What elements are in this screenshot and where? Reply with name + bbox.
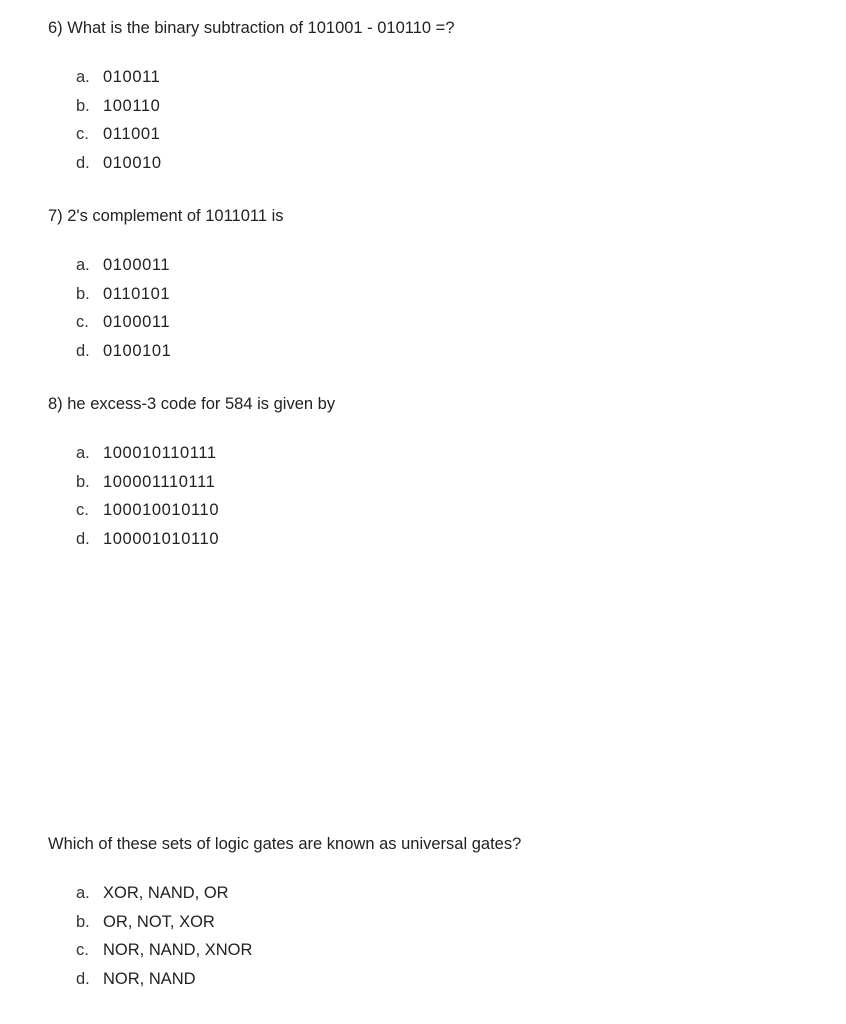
options-list xyxy=(76,251,171,366)
option-letter: a. xyxy=(76,256,90,274)
option-d[interactable] xyxy=(76,965,252,994)
options-list xyxy=(76,439,219,554)
option-b[interactable] xyxy=(76,92,162,121)
question-7 xyxy=(48,206,828,361)
question-6 xyxy=(48,18,828,173)
option-letter: b. xyxy=(76,96,90,115)
option-text: 011001 xyxy=(103,125,161,144)
option-letter: d. xyxy=(76,342,90,361)
option-text: 100010010110 xyxy=(103,501,220,520)
option-d[interactable] xyxy=(76,525,219,554)
option-d[interactable] xyxy=(76,337,171,366)
option-text: 010011 xyxy=(103,68,161,86)
option-text: NOR, NAND xyxy=(103,970,196,989)
option-c[interactable] xyxy=(76,496,219,525)
option-text: 100010110111 xyxy=(103,444,217,462)
option-b[interactable] xyxy=(76,908,252,937)
option-a[interactable] xyxy=(76,251,171,280)
option-text: XOR, NAND, OR xyxy=(103,884,229,902)
option-letter: c. xyxy=(76,501,89,520)
option-text: OR, NOT, XOR xyxy=(103,912,215,931)
option-b[interactable] xyxy=(76,468,219,497)
option-a[interactable] xyxy=(76,439,219,468)
option-c[interactable] xyxy=(76,936,252,965)
option-letter: d. xyxy=(76,530,90,549)
question-text: 7) 2's complement of 1011011 is xyxy=(48,207,284,225)
option-text: NOR, NAND, XNOR xyxy=(103,941,253,960)
option-text: 100110 xyxy=(103,96,161,115)
option-d[interactable] xyxy=(76,149,162,178)
option-c[interactable] xyxy=(76,120,162,149)
option-b[interactable] xyxy=(76,280,171,309)
option-a[interactable] xyxy=(76,879,252,908)
options-list xyxy=(76,63,162,178)
option-letter: a. xyxy=(76,68,90,86)
option-text: 100001110111 xyxy=(103,472,216,491)
option-a[interactable] xyxy=(76,63,162,92)
option-letter: d. xyxy=(76,154,90,173)
question-text: 6) What is the binary subtraction of 101001 - 010110 =? xyxy=(48,19,455,37)
option-letter: c. xyxy=(76,941,89,960)
option-letter: a. xyxy=(76,884,90,902)
question-8 xyxy=(48,394,828,549)
option-letter: b. xyxy=(76,472,90,491)
option-text: 0110101 xyxy=(103,284,171,303)
option-letter: c. xyxy=(76,313,89,332)
option-text: 010010 xyxy=(103,154,162,173)
option-text: 100001010110 xyxy=(103,530,220,549)
option-c[interactable] xyxy=(76,308,171,337)
option-letter: d. xyxy=(76,970,90,989)
options-list xyxy=(76,879,252,994)
option-text: 0100011 xyxy=(103,313,171,332)
question-universal-gates xyxy=(48,834,828,989)
option-text: 0100011 xyxy=(103,256,171,274)
option-letter: c. xyxy=(76,125,89,144)
option-letter: b. xyxy=(76,284,90,303)
option-letter: b. xyxy=(76,912,90,931)
question-text: Which of these sets of logic gates are known as universal gates? xyxy=(48,835,522,853)
option-letter: a. xyxy=(76,444,90,462)
option-text: 0100101 xyxy=(103,342,172,361)
question-text: 8) he excess-3 code for 584 is given by xyxy=(48,395,336,413)
